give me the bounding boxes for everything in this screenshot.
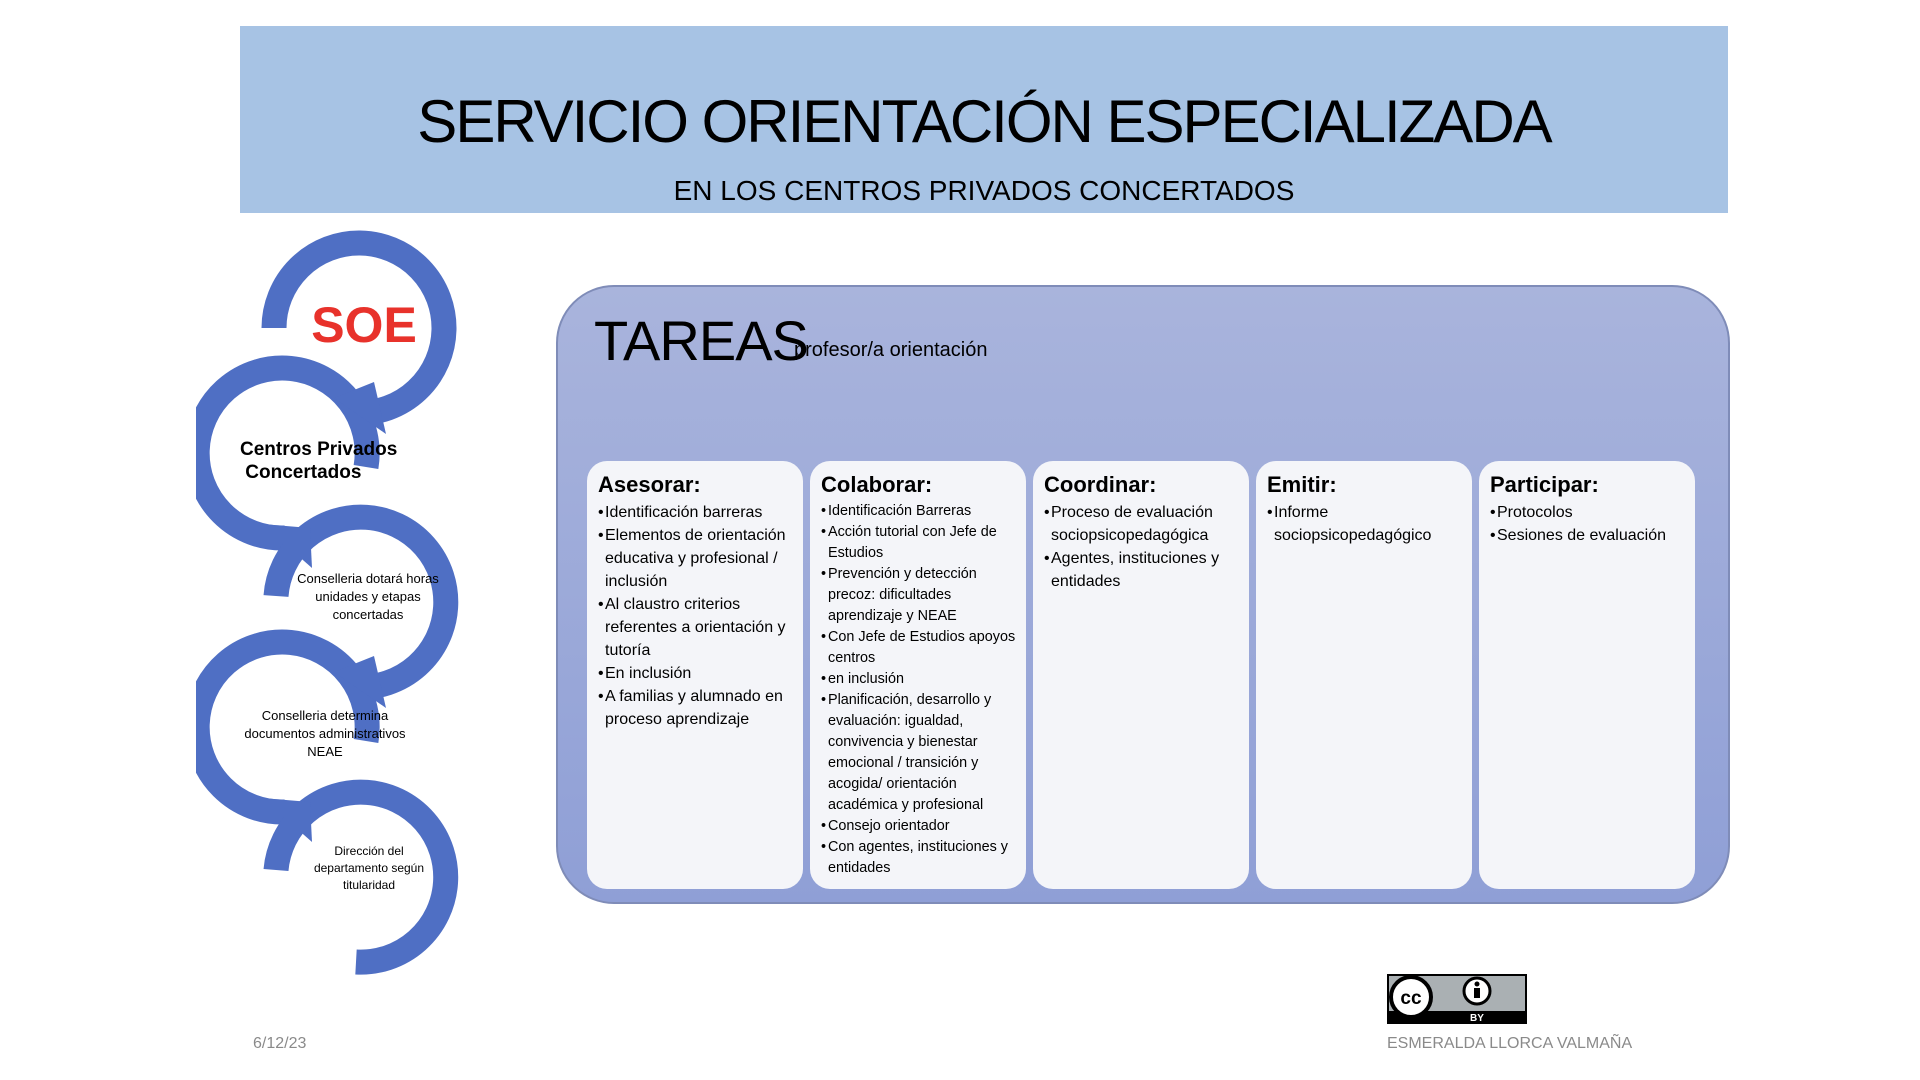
list-item: • Con agentes, instituciones y entidades	[821, 837, 1016, 879]
tareas-subtitle: profesor/a orientación	[794, 339, 988, 361]
column-heading: Coordinar:	[1044, 472, 1157, 497]
flow-item-conselleria-documentos: Conselleria determina documentos administrativos NEAE	[244, 708, 406, 759]
column-heading: Asesorar:	[598, 472, 701, 497]
list-item: • en inclusión	[821, 669, 1016, 690]
list-item: • Con Jefe de Estudios apoyos centros	[821, 627, 1016, 669]
flow-item-conselleria-horas: Conselleria dotará horas unidades y etapas concertadas	[297, 571, 439, 622]
flow-item-direccion: Dirección del departamento según titularidad	[313, 844, 425, 892]
footer-author: ESMERALDA LLORCA VALMAÑA	[1387, 1035, 1633, 1052]
cc-logo-text: cc	[1400, 988, 1422, 1009]
column-coordinar	[1033, 461, 1249, 889]
column-heading: Participar:	[1490, 472, 1599, 497]
list-item: • Planificación, desarrollo y evaluación: igualdad, convivencia y bienestar emocional / transición y acogida/ orientación académica y profesional	[821, 690, 1016, 816]
list-item: • Elementos de orientación educativa y profesional / inclusión	[598, 524, 793, 593]
flow-item-soe: SOE	[311, 297, 417, 353]
list-item: • Identificación Barreras	[821, 501, 1016, 522]
list-item: • Consejo orientador	[821, 816, 1016, 837]
list-item: • Agentes, instituciones y entidades	[1044, 547, 1239, 593]
list-item: • A familias y alumnado en proceso aprendizaje	[598, 685, 793, 731]
title-banner	[240, 26, 1728, 213]
column-emitir	[1256, 461, 1472, 889]
page-subtitle: EN LOS CENTROS PRIVADOS CONCERTADOS	[673, 175, 1295, 206]
cc-by-license-icon	[1387, 974, 1527, 1024]
column-heading: Colaborar:	[821, 472, 933, 497]
column-participar	[1479, 461, 1695, 889]
column-heading: Emitir:	[1267, 472, 1337, 497]
tareas-panel	[556, 285, 1730, 904]
list-item: • Acción tutorial con Jefe de Estudios	[821, 522, 1016, 564]
page-title: SERVICIO ORIENTACIÓN ESPECIALIZADA	[417, 88, 1551, 155]
list-item: • Proceso de evaluación sociopsicopedagógica	[1044, 501, 1239, 547]
list-item: • Prevención y detección precoz: dificultades aprendizaje y NEAE	[821, 564, 1016, 627]
list-item: • Al claustro criterios referentes a orientación y tutoría	[598, 593, 793, 662]
list-item: • Informe sociopsicopedagógico	[1267, 501, 1462, 547]
tareas-title: TAREAS	[594, 309, 808, 372]
column-colaborar	[810, 461, 1026, 889]
footer-date: 6/12/23	[253, 1035, 307, 1052]
list-item: • Protocolos	[1490, 501, 1685, 524]
list-item: • Sesiones de evaluación	[1490, 524, 1685, 547]
soe-flow-diagram	[196, 222, 496, 992]
list-item: • En inclusión	[598, 662, 793, 685]
flow-item-centros: Centros Privados Concertados	[240, 439, 398, 483]
by-logo-text: BY	[1470, 1013, 1484, 1024]
column-asesorar	[587, 461, 803, 889]
list-item: • Identificación barreras	[598, 501, 793, 524]
